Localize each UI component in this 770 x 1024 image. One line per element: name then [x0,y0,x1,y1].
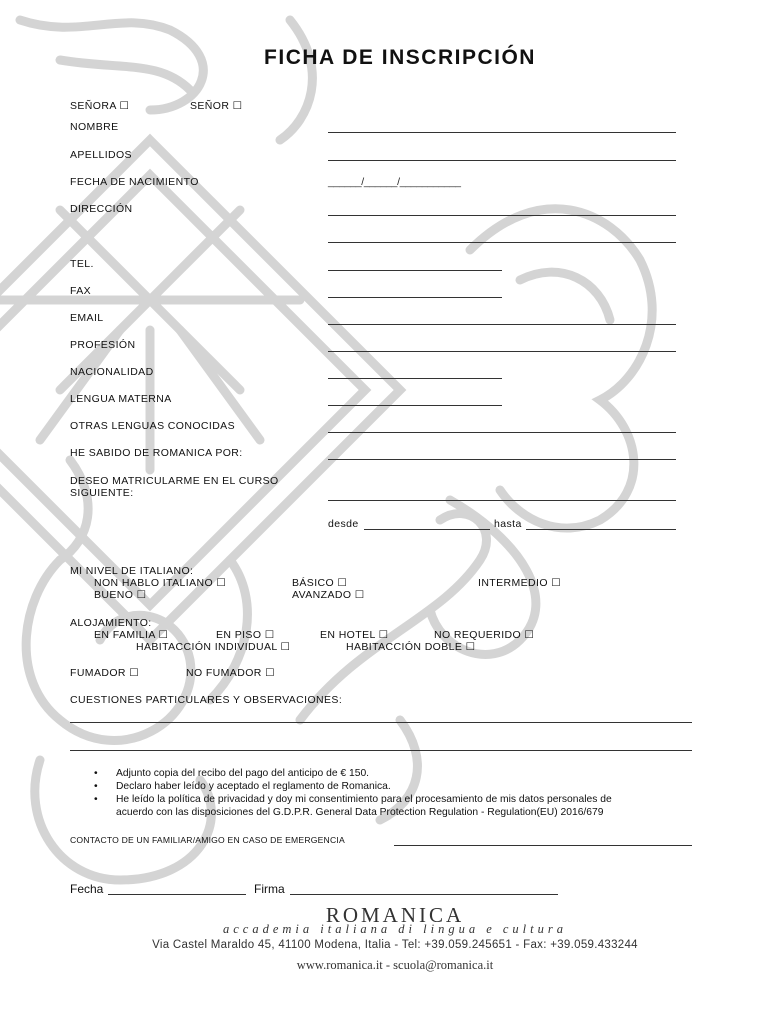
field-desde[interactable] [364,529,490,530]
label-firma: Firma [254,882,285,896]
checkbox-en-familia[interactable]: EN FAMILIA ☐ [94,629,169,641]
checkbox-senor[interactable]: SEÑOR ☐ [190,100,243,112]
field-email[interactable] [328,324,676,325]
field-fecha-nacimiento[interactable]: ______/______/___________ [328,176,461,188]
label-fax: FAX [70,285,92,297]
field-direccion-2[interactable] [328,242,676,243]
label-nacionalidad: NACIONALIDAD [70,366,154,378]
checkbox-fumador[interactable]: FUMADOR ☐ [70,667,140,679]
field-nombre[interactable] [328,132,676,133]
bullet-item: • Declaro haber leído y aceptado el reglamento de Romanica. [94,781,391,792]
field-fecha[interactable] [108,894,246,895]
checkbox-habitacion-doble[interactable]: HABITACCIÓN DOBLE ☐ [346,641,476,653]
checkbox-habitacion-individual[interactable]: HABITACCIÓN INDIVIDUAL ☐ [136,641,291,653]
field-observaciones-2[interactable] [70,750,692,751]
checkbox-avanzado[interactable]: AVANZADO ☐ [292,589,365,601]
checkbox-no-requerido[interactable]: NO REQUERIDO ☐ [434,629,535,641]
label-apellidos: APELLIDOS [70,149,132,161]
label-siguiente: SIGUIENTE: [70,487,134,499]
checkbox-intermedio[interactable]: INTERMEDIO ☐ [478,577,562,589]
checkbox-non-hablo[interactable]: NON HABLO ITALIANO ☐ [94,577,227,589]
field-fax[interactable] [328,297,502,298]
alojamiento-heading: ALOJAMIENTO: [70,617,152,629]
checkbox-bueno[interactable]: BUENO ☐ [94,589,147,601]
field-profesion[interactable] [328,351,676,352]
field-curso[interactable] [328,500,676,501]
field-contacto[interactable] [394,845,692,846]
label-fecha-nacimiento: FECHA DE NACIMIENTO [70,176,199,188]
field-apellidos[interactable] [328,160,676,161]
label-he-sabido: HE SABIDO DE ROMANICA POR: [70,447,243,459]
brand-tagline: accademia italiana di lingua e cultura [223,922,567,936]
label-email: EMAIL [70,312,104,324]
field-nacionalidad[interactable] [328,378,502,379]
bullet-item-continuation: acuerdo con las disposiciones del G.D.P.R. General Data Protection Regulation - Regulation(EU) 2016/679 [116,807,604,818]
contacto-label: CONTACTO DE UN FAMILIAR/AMIGO EN CASO DE EMERGENCIA [70,835,345,845]
brand-name: ROMANICA [325,903,465,927]
checkbox-senora[interactable]: SEÑORA ☐ [70,100,130,112]
checkbox-no-fumador[interactable]: NO FUMADOR ☐ [186,667,275,679]
checkbox-basico[interactable]: BÁSICO ☐ [292,577,348,589]
label-lengua-materna: LENGUA MATERNA [70,393,172,405]
label-fecha: Fecha [70,882,104,896]
bullet-item: • Adjunto copia del recibo del pago del anticipo de € 150. [94,768,370,779]
bullet-item: • He leído la política de privacidad y doy mi consentimiento para el procesamiento de mis datos personales de [94,794,612,805]
field-lengua-materna[interactable] [328,405,502,406]
label-desde: desde [328,518,359,530]
checkbox-en-hotel[interactable]: EN HOTEL ☐ [320,629,389,641]
field-otras-lenguas[interactable] [328,432,676,433]
observaciones-heading: CUESTIONES PARTICULARES Y OBSERVACIONES: [70,694,343,706]
nivel-heading: MI NIVEL DE ITALIANO: [70,565,194,577]
label-hasta: hasta [494,518,522,530]
label-nombre: NOMBRE [70,121,119,133]
field-observaciones-1[interactable] [70,722,692,723]
label-deseo: DESEO MATRICULARME EN EL CURSO [70,475,279,487]
field-he-sabido[interactable] [328,459,676,460]
label-direccion: DIRECCIÓN [70,203,133,215]
checkbox-en-piso[interactable]: EN PISO ☐ [216,629,275,641]
label-tel: TEL. [70,258,94,270]
field-tel[interactable] [328,270,502,271]
address-line: Via Castel Maraldo 45, 41100 Modena, Italia - Tel: +39.059.245651 - Fax: +39.059.433244 [152,939,638,951]
label-otras-lenguas: OTRAS LENGUAS CONOCIDAS [70,420,235,432]
field-hasta[interactable] [526,529,676,530]
field-direccion-1[interactable] [328,215,676,216]
label-profesion: PROFESIÓN [70,339,136,351]
form-title: FICHA DE INSCRIPCIÓN [264,46,536,69]
website-line: www.romanica.it - scuola@romanica.it [296,958,494,972]
field-firma[interactable] [290,894,558,895]
